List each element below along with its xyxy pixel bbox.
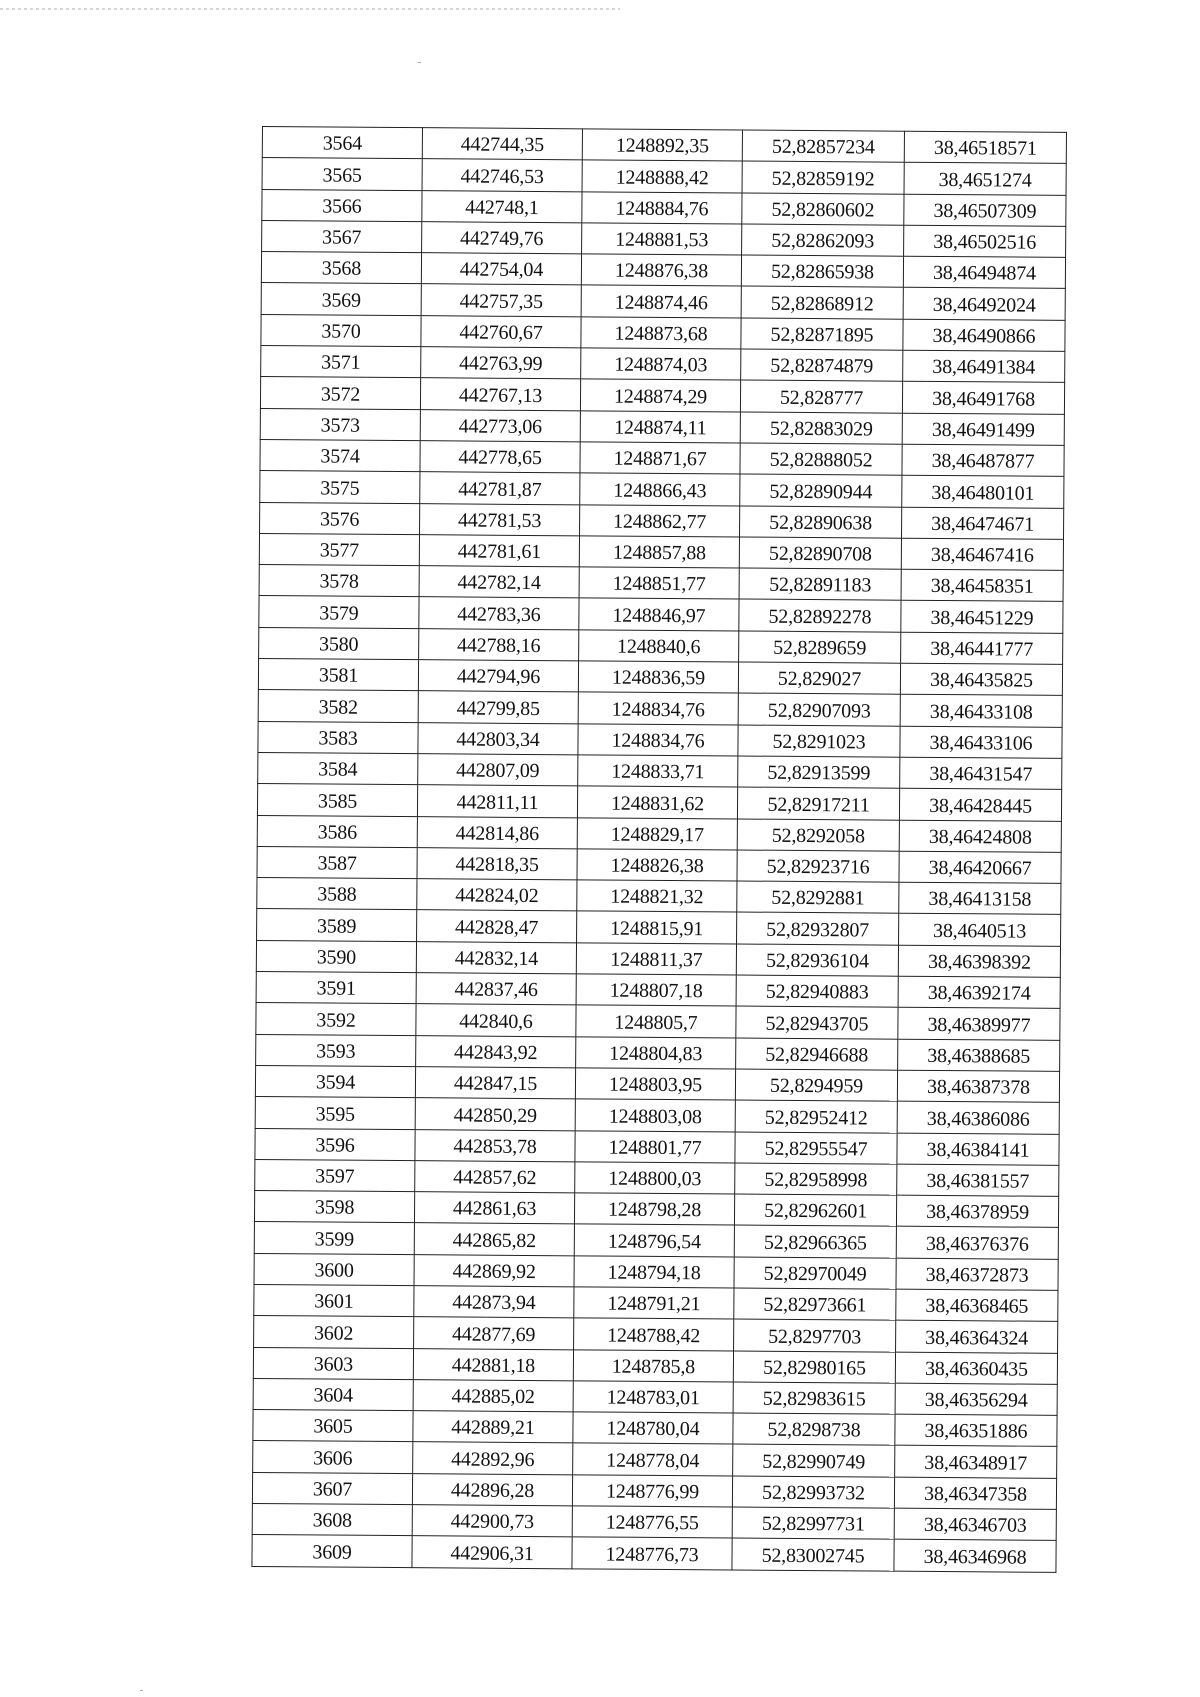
y-coordinate-cell: 1248807,18 [576, 974, 736, 1006]
latitude-cell: 52,82997731 [732, 1507, 894, 1539]
latitude-cell: 52,82871895 [741, 318, 903, 350]
x-coordinate-cell: 442746,53 [422, 159, 582, 191]
latitude-cell: 52,82962601 [734, 1194, 896, 1226]
longitude-cell: 38,46435825 [900, 663, 1062, 695]
point-number-cell: 3576 [260, 502, 420, 534]
y-coordinate-cell: 1248888,42 [582, 160, 742, 192]
point-number-cell: 3600 [254, 1253, 414, 1285]
y-coordinate-cell: 1248831,62 [577, 786, 737, 818]
x-coordinate-cell: 442799,85 [418, 691, 578, 723]
x-coordinate-cell: 442807,09 [418, 754, 578, 786]
y-coordinate-cell: 1248778,04 [573, 1443, 733, 1475]
y-coordinate-cell: 1248874,11 [580, 411, 740, 443]
y-coordinate-cell: 1248785,8 [573, 1349, 733, 1381]
x-coordinate-cell: 442828,47 [417, 910, 577, 942]
latitude-cell: 52,82980165 [733, 1351, 895, 1383]
x-coordinate-cell: 442843,92 [416, 1035, 576, 1067]
x-coordinate-cell: 442873,94 [414, 1286, 574, 1318]
y-coordinate-cell: 1248840,6 [579, 630, 739, 662]
latitude-cell: 52,82860602 [742, 193, 904, 225]
x-coordinate-cell: 442744,35 [422, 128, 582, 160]
latitude-cell: 52,82857234 [742, 130, 904, 162]
point-number-cell: 3569 [261, 283, 421, 315]
y-coordinate-cell: 1248821,32 [577, 880, 737, 912]
x-coordinate-cell: 442900,73 [412, 1505, 572, 1537]
point-number-cell: 3593 [256, 1034, 416, 1066]
y-coordinate-cell: 1248833,71 [578, 755, 738, 787]
longitude-cell: 38,4640513 [899, 914, 1061, 946]
longitude-cell: 38,46490866 [903, 319, 1065, 351]
x-coordinate-cell: 442850,29 [415, 1098, 575, 1130]
point-number-cell: 3573 [260, 408, 420, 440]
y-coordinate-cell: 1248873,68 [581, 317, 741, 349]
longitude-cell: 38,46386086 [897, 1101, 1059, 1133]
x-coordinate-cell: 442749,76 [422, 222, 582, 254]
scan-speck [140, 1690, 143, 1691]
y-coordinate-cell: 1248796,54 [574, 1224, 734, 1256]
latitude-cell: 52,82890638 [740, 506, 902, 538]
longitude-cell: 38,46494874 [903, 256, 1065, 288]
latitude-cell: 52,8292058 [737, 819, 899, 851]
longitude-cell: 38,46467416 [901, 538, 1063, 570]
point-number-cell: 3586 [257, 815, 417, 847]
point-number-cell: 3606 [253, 1441, 413, 1473]
x-coordinate-cell: 442783,36 [419, 597, 579, 629]
point-number-cell: 3589 [257, 909, 417, 941]
y-coordinate-cell: 1248892,35 [582, 129, 742, 161]
y-coordinate-cell: 1248776,99 [572, 1475, 732, 1507]
longitude-cell: 38,46376376 [896, 1227, 1058, 1259]
longitude-cell: 38,46518571 [904, 131, 1066, 163]
point-number-cell: 3597 [255, 1159, 415, 1191]
point-number-cell: 3579 [259, 596, 419, 628]
point-number-cell: 3596 [255, 1128, 415, 1160]
y-coordinate-cell: 1248803,95 [575, 1068, 735, 1100]
x-coordinate-cell: 442896,28 [412, 1473, 572, 1505]
latitude-cell: 52,8298738 [733, 1413, 895, 1445]
latitude-cell: 52,82891183 [739, 568, 901, 600]
x-coordinate-cell: 442788,16 [419, 628, 579, 660]
y-coordinate-cell: 1248776,73 [572, 1537, 732, 1569]
longitude-cell: 38,46347358 [894, 1477, 1056, 1509]
y-coordinate-cell: 1248803,08 [575, 1099, 735, 1131]
latitude-cell: 52,82955547 [735, 1131, 897, 1163]
x-coordinate-cell: 442773,06 [420, 409, 580, 441]
point-number-cell: 3568 [261, 252, 421, 284]
x-coordinate-cell: 442857,62 [415, 1160, 575, 1192]
point-number-cell: 3603 [253, 1347, 413, 1379]
longitude-cell: 38,46480101 [902, 475, 1064, 507]
y-coordinate-cell: 1248826,38 [577, 849, 737, 881]
longitude-cell: 38,46389977 [898, 1007, 1060, 1039]
x-coordinate-cell: 442781,53 [420, 503, 580, 535]
latitude-cell: 52,829027 [738, 662, 900, 694]
scan-speck [418, 62, 421, 63]
latitude-cell: 52,82917211 [737, 787, 899, 819]
table-row [252, 1535, 1056, 1572]
latitude-cell: 52,82874879 [741, 349, 903, 381]
y-coordinate-cell: 1248805,7 [576, 1005, 736, 1037]
scan-edge-artifact [0, 8, 620, 10]
x-coordinate-cell: 442877,69 [414, 1317, 574, 1349]
latitude-cell: 52,82883029 [740, 412, 902, 444]
latitude-cell: 52,82940883 [736, 975, 898, 1007]
point-number-cell: 3583 [258, 721, 418, 753]
x-coordinate-cell: 442865,82 [414, 1223, 574, 1255]
x-coordinate-cell: 442763,99 [421, 347, 581, 379]
point-number-cell: 3582 [258, 690, 418, 722]
point-number-cell: 3587 [257, 846, 417, 878]
y-coordinate-cell: 1248788,42 [574, 1318, 734, 1350]
longitude-cell: 38,46360435 [895, 1352, 1057, 1384]
x-coordinate-cell: 442778,65 [420, 441, 580, 473]
x-coordinate-cell: 442824,02 [417, 879, 577, 911]
coordinates-table-wrapper [251, 126, 1066, 1573]
longitude-cell: 38,46507309 [904, 194, 1066, 226]
longitude-cell: 38,46428445 [899, 788, 1061, 820]
longitude-cell: 38,46424808 [899, 820, 1061, 852]
x-coordinate-cell: 442767,13 [420, 378, 580, 410]
x-coordinate-cell: 442803,34 [418, 722, 578, 754]
latitude-cell: 52,82936104 [736, 944, 898, 976]
point-number-cell: 3577 [259, 533, 419, 565]
latitude-cell: 52,82970049 [734, 1257, 896, 1289]
longitude-cell: 38,46502516 [904, 225, 1066, 257]
latitude-cell: 52,82859192 [742, 161, 904, 193]
point-number-cell: 3599 [254, 1222, 414, 1254]
longitude-cell: 38,46458351 [901, 569, 1063, 601]
latitude-cell: 52,82862093 [742, 224, 904, 256]
point-number-cell: 3581 [258, 659, 418, 691]
latitude-cell: 52,8292881 [737, 881, 899, 913]
point-number-cell: 3575 [260, 471, 420, 503]
x-coordinate-cell: 442781,87 [420, 472, 580, 504]
y-coordinate-cell: 1248846,97 [579, 598, 739, 630]
y-coordinate-cell: 1248851,77 [579, 567, 739, 599]
x-coordinate-cell: 442840,6 [416, 1004, 576, 1036]
longitude-cell: 38,46356294 [895, 1383, 1057, 1415]
point-number-cell: 3590 [256, 940, 416, 972]
latitude-cell: 52,82966365 [734, 1225, 896, 1257]
latitude-cell: 52,82958998 [735, 1163, 897, 1195]
x-coordinate-cell: 442889,21 [413, 1411, 573, 1443]
latitude-cell: 52,82913599 [738, 756, 900, 788]
longitude-cell: 38,46388685 [898, 1039, 1060, 1071]
latitude-cell: 52,82993732 [732, 1476, 894, 1508]
point-number-cell: 3584 [258, 752, 418, 784]
y-coordinate-cell: 1248862,77 [580, 504, 740, 536]
y-coordinate-cell: 1248876,38 [581, 254, 741, 286]
longitude-cell: 38,46487877 [902, 444, 1064, 476]
y-coordinate-cell: 1248801,77 [575, 1130, 735, 1162]
point-number-cell: 3564 [262, 127, 422, 159]
x-coordinate-cell: 442906,31 [412, 1536, 572, 1568]
y-coordinate-cell: 1248871,67 [580, 442, 740, 474]
latitude-cell: 52,828777 [740, 380, 902, 412]
longitude-cell: 38,46348917 [895, 1446, 1057, 1478]
latitude-cell: 52,82990749 [733, 1444, 895, 1476]
point-number-cell: 3607 [252, 1472, 412, 1504]
longitude-cell: 38,46346703 [894, 1508, 1056, 1540]
point-number-cell: 3572 [260, 377, 420, 409]
y-coordinate-cell: 1248804,83 [576, 1036, 736, 1068]
longitude-cell: 38,46474671 [901, 507, 1063, 539]
point-number-cell: 3578 [259, 565, 419, 597]
latitude-cell: 52,82892278 [739, 599, 901, 631]
point-number-cell: 3580 [259, 627, 419, 659]
latitude-cell: 52,82952412 [735, 1100, 897, 1132]
point-number-cell: 3565 [262, 158, 422, 190]
x-coordinate-cell: 442814,86 [417, 816, 577, 848]
latitude-cell: 52,82943705 [736, 1006, 898, 1038]
longitude-cell: 38,46441777 [901, 632, 1063, 664]
coordinates-table-body [252, 127, 1067, 1573]
latitude-cell: 52,82890944 [740, 474, 902, 506]
latitude-cell: 52,8294959 [735, 1069, 897, 1101]
x-coordinate-cell: 442869,92 [414, 1254, 574, 1286]
y-coordinate-cell: 1248829,17 [577, 817, 737, 849]
point-number-cell: 3598 [254, 1191, 414, 1223]
x-coordinate-cell: 442818,35 [417, 847, 577, 879]
longitude-cell: 38,46413158 [899, 882, 1061, 914]
point-number-cell: 3570 [261, 314, 421, 346]
longitude-cell: 38,46491768 [902, 382, 1064, 414]
y-coordinate-cell: 1248783,01 [573, 1381, 733, 1413]
latitude-cell: 52,8291023 [738, 725, 900, 757]
longitude-cell: 38,46381557 [897, 1164, 1059, 1196]
x-coordinate-cell: 442757,35 [421, 284, 581, 316]
y-coordinate-cell: 1248815,91 [577, 911, 737, 943]
coordinates-table [251, 126, 1067, 1573]
latitude-cell: 52,82946688 [736, 1038, 898, 1070]
longitude-cell: 38,46431547 [900, 757, 1062, 789]
point-number-cell: 3604 [253, 1378, 413, 1410]
x-coordinate-cell: 442782,14 [419, 566, 579, 598]
longitude-cell: 38,46364324 [896, 1320, 1058, 1352]
longitude-cell: 38,46492024 [903, 288, 1065, 320]
latitude-cell: 52,82888052 [740, 443, 902, 475]
point-number-cell: 3588 [257, 878, 417, 910]
latitude-cell: 52,82923716 [737, 850, 899, 882]
y-coordinate-cell: 1248811,37 [576, 943, 736, 975]
y-coordinate-cell: 1248874,46 [581, 285, 741, 317]
x-coordinate-cell: 442847,15 [415, 1067, 575, 1099]
point-number-cell: 3601 [254, 1284, 414, 1316]
x-coordinate-cell: 442892,96 [413, 1442, 573, 1474]
point-number-cell: 3566 [262, 189, 422, 221]
point-number-cell: 3602 [254, 1316, 414, 1348]
latitude-cell: 52,82932807 [737, 912, 899, 944]
x-coordinate-cell: 442748,1 [422, 190, 582, 222]
y-coordinate-cell: 1248794,18 [574, 1256, 734, 1288]
point-number-cell: 3574 [260, 439, 420, 471]
latitude-cell: 52,83002745 [732, 1538, 894, 1570]
x-coordinate-cell: 442861,63 [414, 1192, 574, 1224]
longitude-cell: 38,46420667 [899, 851, 1061, 883]
point-number-cell: 3608 [252, 1504, 412, 1536]
y-coordinate-cell: 1248884,76 [582, 191, 742, 223]
longitude-cell: 38,46378959 [896, 1195, 1058, 1227]
x-coordinate-cell: 442885,02 [413, 1380, 573, 1412]
longitude-cell: 38,4651274 [904, 163, 1066, 195]
x-coordinate-cell: 442794,96 [418, 660, 578, 692]
latitude-cell: 52,82890708 [739, 537, 901, 569]
y-coordinate-cell: 1248780,04 [573, 1412, 733, 1444]
x-coordinate-cell: 442781,61 [419, 535, 579, 567]
x-coordinate-cell: 442760,67 [421, 315, 581, 347]
longitude-cell: 38,46433106 [900, 726, 1062, 758]
x-coordinate-cell: 442832,14 [416, 941, 576, 973]
point-number-cell: 3571 [261, 346, 421, 378]
x-coordinate-cell: 442837,46 [416, 973, 576, 1005]
x-coordinate-cell: 442811,11 [417, 785, 577, 817]
latitude-cell: 52,8297703 [734, 1319, 896, 1351]
y-coordinate-cell: 1248834,76 [578, 723, 738, 755]
longitude-cell: 38,46491384 [903, 350, 1065, 382]
y-coordinate-cell: 1248834,76 [578, 692, 738, 724]
point-number-cell: 3609 [252, 1535, 412, 1567]
point-number-cell: 3567 [262, 220, 422, 252]
point-number-cell: 3605 [253, 1410, 413, 1442]
y-coordinate-cell: 1248874,03 [581, 348, 741, 380]
longitude-cell: 38,46346968 [894, 1540, 1056, 1572]
longitude-cell: 38,46398392 [898, 945, 1060, 977]
y-coordinate-cell: 1248776,55 [572, 1506, 732, 1538]
x-coordinate-cell: 442881,18 [413, 1348, 573, 1380]
longitude-cell: 38,46433108 [900, 695, 1062, 727]
latitude-cell: 52,82865938 [741, 255, 903, 287]
latitude-cell: 52,82868912 [741, 287, 903, 319]
longitude-cell: 38,46384141 [897, 1133, 1059, 1165]
x-coordinate-cell: 442754,04 [421, 253, 581, 285]
longitude-cell: 38,46351886 [895, 1414, 1057, 1446]
x-coordinate-cell: 442853,78 [415, 1129, 575, 1161]
longitude-cell: 38,46372873 [896, 1258, 1058, 1290]
latitude-cell: 52,82983615 [733, 1382, 895, 1414]
longitude-cell: 38,46387378 [897, 1070, 1059, 1102]
longitude-cell: 38,46392174 [898, 976, 1060, 1008]
y-coordinate-cell: 1248836,59 [578, 661, 738, 693]
y-coordinate-cell: 1248874,29 [580, 379, 740, 411]
point-number-cell: 3594 [255, 1065, 415, 1097]
y-coordinate-cell: 1248866,43 [580, 473, 740, 505]
longitude-cell: 38,46368465 [896, 1289, 1058, 1321]
latitude-cell: 52,82907093 [738, 693, 900, 725]
point-number-cell: 3585 [257, 784, 417, 816]
longitude-cell: 38,46491499 [902, 413, 1064, 445]
point-number-cell: 3592 [256, 1003, 416, 1035]
y-coordinate-cell: 1248798,28 [574, 1193, 734, 1225]
latitude-cell: 52,82973661 [734, 1288, 896, 1320]
y-coordinate-cell: 1248857,88 [579, 536, 739, 568]
point-number-cell: 3591 [256, 971, 416, 1003]
y-coordinate-cell: 1248791,21 [574, 1287, 734, 1319]
y-coordinate-cell: 1248800,03 [575, 1162, 735, 1194]
y-coordinate-cell: 1248881,53 [582, 223, 742, 255]
longitude-cell: 38,46451229 [901, 601, 1063, 633]
point-number-cell: 3595 [255, 1097, 415, 1129]
latitude-cell: 52,8289659 [739, 631, 901, 663]
